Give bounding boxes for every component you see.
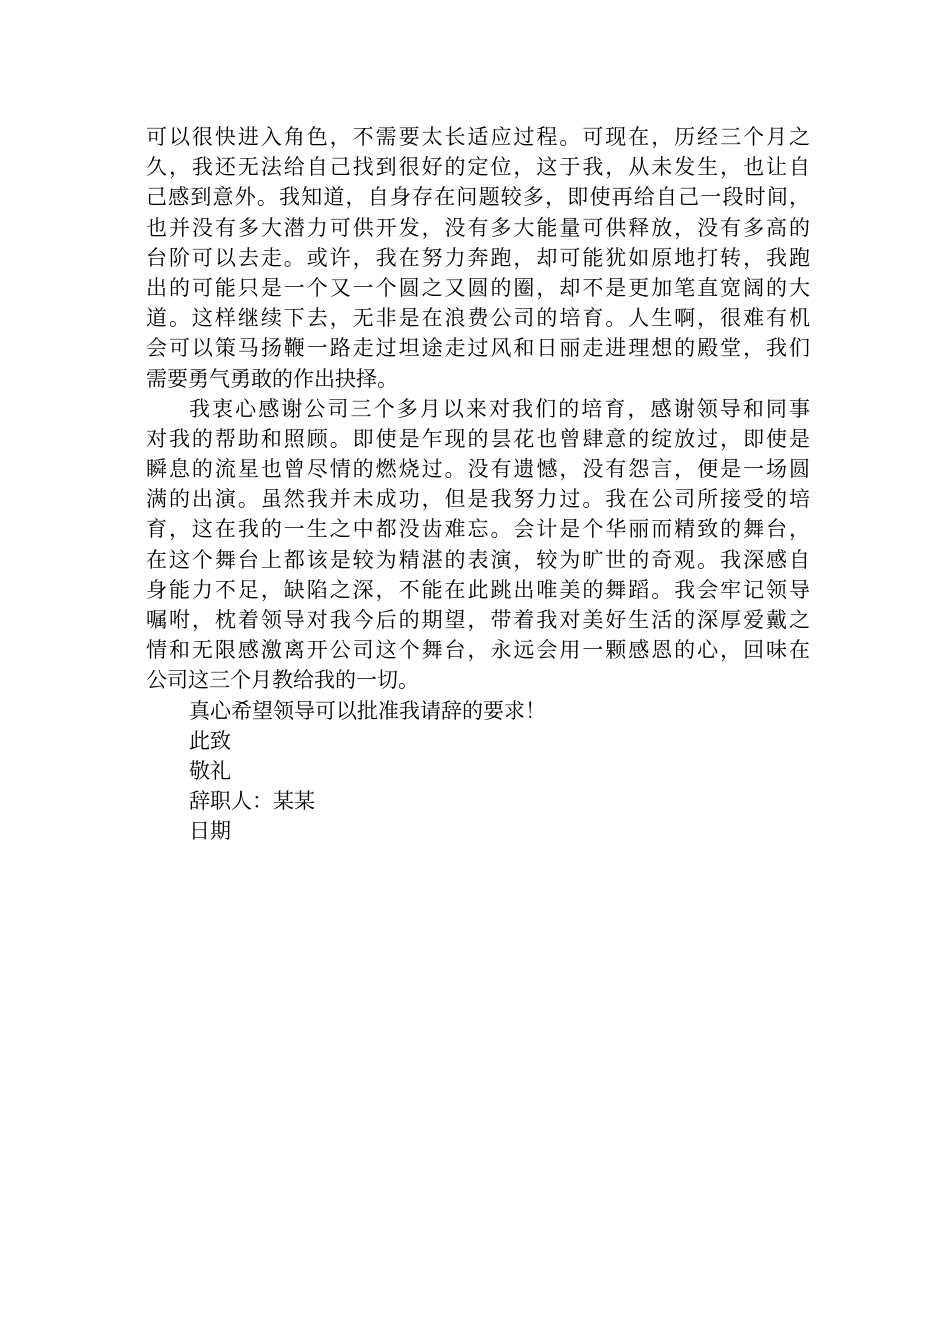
paragraph-2-line: 育，这在我的一生之中都没齿难忘。会计是个华丽而精致的舞台， bbox=[146, 517, 810, 542]
paragraph-2-line: 情和无限感激离开公司这个舞台，永远会用一颗感恩的心，回味在 bbox=[146, 638, 810, 663]
paragraph-1-line: 台阶可以去走。或许，我在努力奔跑，却可能犹如原地打转，我跑 bbox=[146, 245, 810, 270]
paragraph-1-line: 可以很快进入角色，不需要太长适应过程。可现在，历经三个月之 bbox=[146, 125, 810, 149]
paragraph-1-line: 久，我还无法给自己找到很好的定位，这于我，从未发生，也让自 bbox=[146, 155, 810, 180]
letter-body bbox=[146, 122, 810, 847]
paragraph-2-line: 瞬息的流星也曾尽情的燃烧过。没有遗憾，没有怨言，便是一场圆 bbox=[146, 457, 810, 482]
paragraph-2-line: 满的出演。虽然我并未成功，但是我努力过。我在公司所接受的培 bbox=[146, 487, 810, 512]
greeting-line-1: 此致 bbox=[189, 728, 231, 753]
paragraph-2-line: 公司这三个月教给我的一切。 bbox=[146, 668, 419, 693]
paragraph-2-line: 对我的帮助和照顾。即使是乍现的昙花也曾肆意的绽放过，即使是 bbox=[146, 426, 810, 451]
paragraph-2-line: 在这个舞台上都该是较为精湛的表演，较为旷世的奇观。我深感自 bbox=[146, 547, 810, 572]
request-line: 真心希望领导可以批准我请辞的要求！ bbox=[189, 698, 546, 723]
paragraph-1-line: 己感到意外。我知道，自身存在问题较多，即使再给自己一段时间， bbox=[146, 185, 810, 210]
paragraph-1-line: 会可以策马扬鞭一路走过坦途走过风和日丽走进理想的殿堂，我们 bbox=[146, 336, 810, 361]
paragraph-2-line: 我衷心感谢公司三个多月以来对我们的培育，感谢领导和同事 bbox=[189, 396, 810, 421]
paragraph-1 bbox=[146, 122, 810, 394]
paragraph-1-line: 也并没有多大潜力可供开发，没有多大能量可供释放，没有多高的 bbox=[146, 215, 810, 240]
paragraph-1-line: 需要勇气勇敢的作出抉择。 bbox=[146, 366, 398, 391]
paragraph-1-line: 道。这样继续下去，无非是在浪费公司的培育。人生啊，很难有机 bbox=[146, 306, 810, 331]
signature-line: 辞职人：某某 bbox=[189, 789, 315, 814]
paragraph-2 bbox=[146, 394, 810, 696]
paragraph-2-line: 身能力不足，缺陷之深，不能在此跳出唯美的舞蹈。我会牢记领导 bbox=[146, 577, 810, 602]
paragraph-1-line: 出的可能只是一个又一个圆之又圆的圈，却不是更加笔直宽阔的大 bbox=[146, 275, 810, 300]
greeting-line-2: 敬礼 bbox=[189, 758, 231, 783]
paragraph-2-line: 嘱咐，枕着领导对我今后的期望，带着我对美好生活的深厚爱戴之 bbox=[146, 608, 810, 632]
date-line: 日期 bbox=[189, 819, 231, 844]
